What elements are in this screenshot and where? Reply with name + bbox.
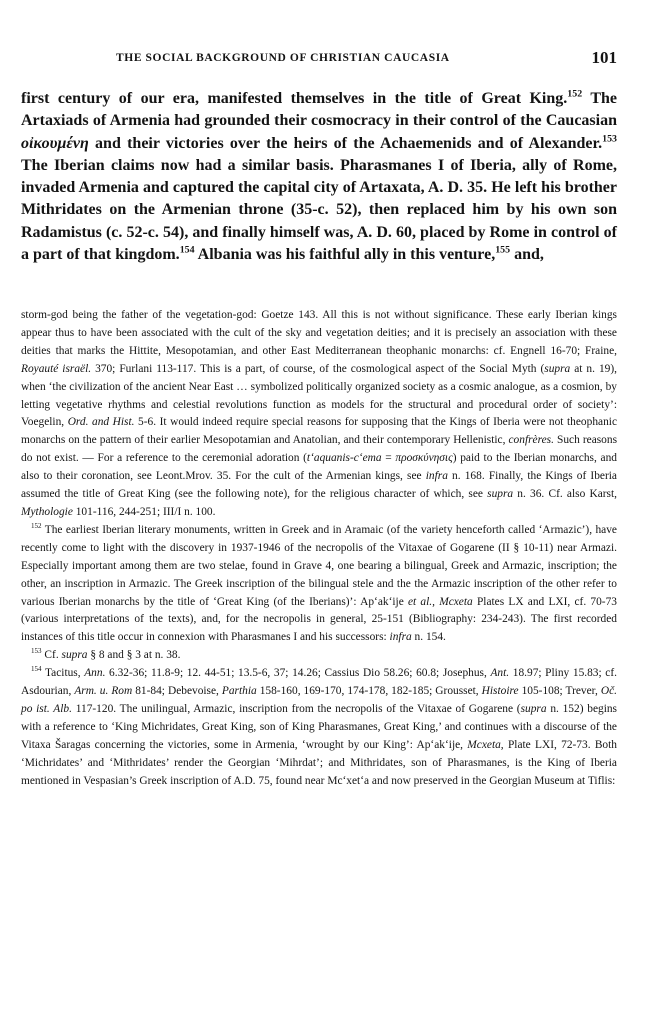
text-run: Plates LX and LXI, cf. 70-73 (various interpretations of the texts), and, for the necropolis in general, 25-151 (Bibliography: 234-243). The first recorded instances of this title occur in connexion with Pharasmanes I and his successors: [21, 595, 617, 644]
italic-run: Ant. [490, 667, 510, 680]
greek-term: προσκύνησις [395, 452, 453, 465]
text-run: 158-160, 169-170, 174-178, 182-185; Grousset, [256, 685, 482, 698]
text-run: 101-116, 244-251; III/I n. 100. [72, 505, 216, 518]
text-run: The earliest Iberian literary monuments, written in Greek and in Aramaic (of the variety henceforth called ‘Armazic’), have recently come to light with the discovery in 1937-1946 of the necropolis of the Vitaxae of Gogarene (II § 10-11) near Armazi. Especially important among them are two stelae, found in Grave 4, one bearing a bilingual, Greek and Armazic, inscription; the other, an inscription in Armazic. The Greek inscription of the bilingual stele and the the Armazic inscription of the other refer to various Iberian monarchs by the title of ‘Great King (of the Iberians)’: Ap‘ak‘ije [21, 523, 617, 608]
italic-run: Histoire [481, 685, 519, 698]
text-run: 105-108; Trever, [518, 685, 601, 698]
italic-run: supra [61, 649, 88, 662]
text-run: storm-god being the father of the vegetation-god: Goetze 143. All this is not without significance. These early Iberian kings appear thus to have been associated with the cult of the sky and vegetation deities; and it is precisely an association with these deities that marks the Hittite, Mesopotamian, and other East Mediterranean theophanic monarchs: cf. Engnell 16-70; Fraine, [21, 309, 617, 357]
text-run: Such reasons do not exist. — For a reference to the ceremonial adoration ( [21, 434, 618, 465]
text-run: first century of our era, manifested themselves in the title of Great King. [21, 90, 568, 107]
text-run: 18.97; Pliny 15.83; cf. Asdourian, [21, 667, 617, 698]
footnote-number: 153 [31, 647, 42, 656]
text-run: 5-6. It would indeed require special reasons for supposing that the Kings of Iberia were not theophanic monarchs on the pattern of their earlier Mesopotamian and Anatolian, and their contemporary Hellenistic, [21, 416, 617, 447]
text-run: The Iberian claims now had a similar basis. Pharasmanes I of Iberia, ally of Rome, invaded Armenia and captured the capital city of Artaxata, A. D. 35. He left his brother Mithridates on the Armenian throne (35-c. 52), then replaced him by his own son Radamistus (c. 52-c. 54), and finally himself was, A. D. 60, placed by Rome in control of a part of that kingdom. [21, 156, 617, 264]
text-run: 81-84; Debevoise, [132, 685, 222, 698]
text-run: and their victories over the heirs of the Achaemenids and of Alexander. [88, 134, 603, 152]
italic-run: infra [389, 631, 412, 644]
footnote-152 [21, 522, 617, 647]
italic-run: Ord. and Hist. [67, 416, 135, 429]
running-title: THE SOCIAL BACKGROUND OF CHRISTIAN CAUCASIA [116, 52, 450, 64]
text-run: Cf. [41, 649, 62, 662]
italic-run: supra [544, 362, 571, 375]
text-run: Plate LXI, 72-73. Both ‘Michridates’ and ‘Mithridates’ render the Georgian ‘Mihrdat’; and Mithridates, son of Pharasmanes, is the King of Iberia mentioned in Vespasian’s Greek inscription of A.D. 75, found near Mc‘xet‘a and now preserved in the Georgian Museum at Tiflis: [21, 738, 617, 787]
text-run: 117-120. The unilingual, Armazic, inscription from the necropolis of the Vitaxae of Gogarene ( [71, 702, 521, 715]
text-run: n. 168. Finally, the Kings of Iberia assumed the title of Great King (see the following note), for the religious character of which, see [21, 470, 617, 501]
text-run: 370; Furlani 113-117. This is a part, of course, of the cosmological aspect of the Social Myth ( [91, 362, 545, 375]
text-run: at n. 19), when ‘the civilization of the ancient Near East … symbolized politically organized society as a cosmic analogue, as a cosmion, by letting vegetative rhythms and celestial revolutions function as models for the structural and procedural order of society’: Voegelin, [21, 362, 617, 429]
footnote-154 [21, 665, 617, 790]
italic-run: Arm. u. Rom [74, 685, 133, 698]
text-run: 6.32-36; 11.8-9; 12. 44-51; 13.5-6, 37; 14.26; Cassius Dio 58.26; 60.8; Josephus, [105, 667, 491, 680]
text-run: n. 152) begins with a reference to ‘King Michridates, Great King, son of King Pharasmanes, Great King,’ and continues with a discourse of the Vitaxa Šaragas concerning the victories, some in Armenia, ‘wrought by our King’: Ap‘ak‘ije, [21, 702, 617, 751]
text-run: ) paid to the Iberian monarchs, and also to their coronation, see Leont.Mrov. 35. For the cult of the Armenian kings, see [21, 452, 617, 483]
footnote-ref-153[interactable]: 153 [602, 133, 617, 145]
page-header [21, 48, 617, 70]
italic-run: Royauté israël. [21, 362, 92, 375]
italic-run: Mythologie [21, 505, 73, 518]
text-run: n. 154. [411, 631, 446, 644]
text-run: § 8 and § 3 at n. 38. [87, 649, 181, 662]
footnote-number: 152 [31, 522, 42, 531]
italic-run: supra [487, 488, 514, 501]
italic-run: Oč. po ist. Alb. [21, 685, 617, 715]
text-run: = [381, 452, 396, 465]
footnote-153 [21, 647, 617, 665]
italic-run: confrères. [508, 434, 554, 447]
italic-run: Ann. [84, 667, 106, 680]
footnote-ref-152[interactable]: 152 [567, 88, 583, 100]
text-run: n. 36. Cf. also Karst, [513, 488, 617, 501]
italic-run: et al., Mcxeta [407, 595, 473, 608]
greek-term: οἰκουμένη [21, 134, 89, 152]
page-number: 101 [591, 48, 617, 67]
italic-run: Parthia [221, 685, 257, 698]
footnote-number: 154 [31, 665, 42, 674]
text-run: The Artaxiads of Armenia had grounded their cosmocracy in their control of the Caucasian [21, 90, 617, 130]
footnotes [21, 307, 617, 790]
italic-run: infra [425, 470, 448, 483]
footnote-ref-155[interactable]: 155 [495, 244, 511, 256]
footnote-continuation [21, 307, 617, 522]
italic-run: Mcxeta, [467, 738, 504, 751]
text-run: Tacitus, [41, 667, 85, 680]
italic-run: t‘aquanis-c‘ema [306, 452, 382, 465]
italic-run: supra [520, 702, 547, 715]
text-run: and, [510, 246, 544, 264]
main-text [21, 88, 617, 266]
footnote-ref-154[interactable]: 154 [179, 244, 195, 256]
text-run: Albania was his faithful ally in this venture, [194, 246, 496, 264]
